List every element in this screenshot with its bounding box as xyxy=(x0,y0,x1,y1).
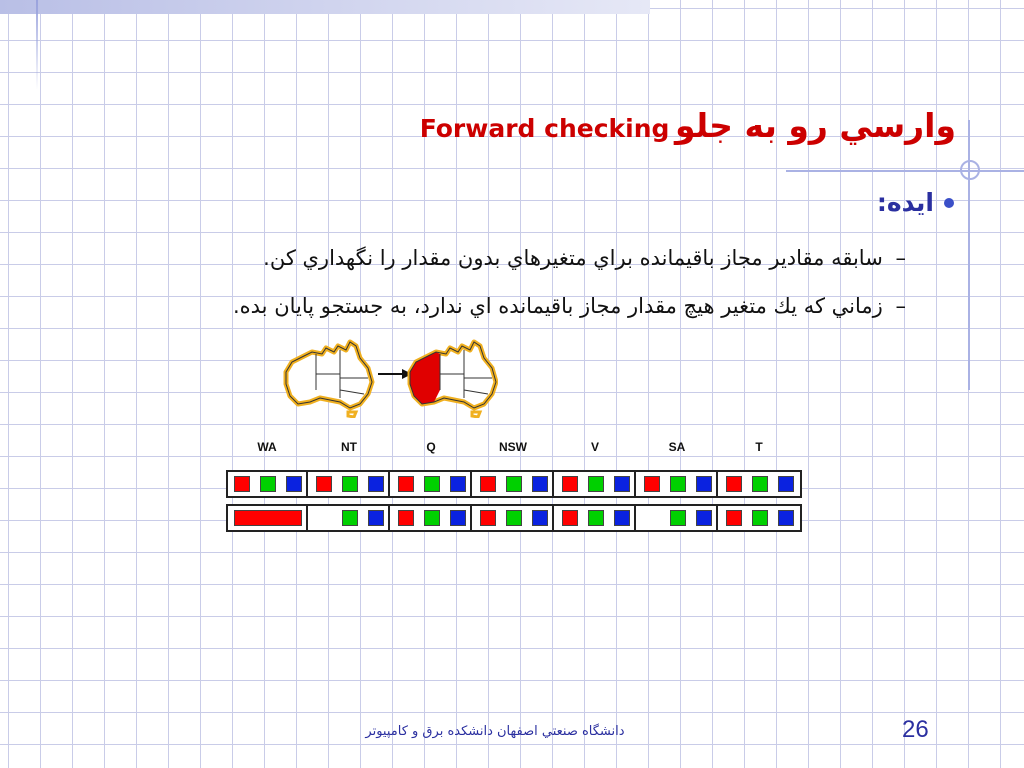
green-value-square xyxy=(424,510,440,526)
arrow-right-icon xyxy=(378,369,412,379)
blue-value-square xyxy=(450,476,466,492)
top-decorative-band xyxy=(0,0,650,14)
red-value-square xyxy=(480,476,496,492)
title-persian: وارسي رو به جلو xyxy=(675,106,956,145)
row2-cell-t xyxy=(720,506,800,530)
red-value-square xyxy=(726,476,742,492)
row1-cell-wa xyxy=(228,472,308,496)
var-label-wa: WA xyxy=(257,440,277,454)
blue-value-square xyxy=(532,476,548,492)
footer-university: دانشگاه صنعتي اصفهان دانشكده برق و كامپيوتر xyxy=(365,724,625,739)
slide-title xyxy=(300,106,956,145)
red-value-square xyxy=(398,510,414,526)
var-label-q: Q xyxy=(426,440,436,454)
blue-value-square xyxy=(778,510,794,526)
green-value-square xyxy=(424,476,440,492)
sub-item-1 xyxy=(66,236,906,280)
domain-row-initial xyxy=(226,470,802,498)
red-value-square xyxy=(398,476,414,492)
blue-value-square xyxy=(614,476,630,492)
bullet-text: ايده: xyxy=(876,188,934,217)
red-value-square xyxy=(316,476,332,492)
green-value-square xyxy=(670,476,686,492)
blue-value-square xyxy=(532,510,548,526)
var-label-nsw: NSW xyxy=(499,440,527,454)
dash-2: – xyxy=(895,294,906,318)
blue-value-square xyxy=(368,476,384,492)
green-value-square xyxy=(342,510,358,526)
dash-1: – xyxy=(895,246,906,270)
green-value-square xyxy=(588,510,604,526)
row2-cell-q xyxy=(392,506,472,530)
green-value-square xyxy=(342,476,358,492)
variable-labels xyxy=(226,440,802,460)
green-value-square xyxy=(260,476,276,492)
green-value-square xyxy=(670,510,686,526)
blue-value-square xyxy=(286,476,302,492)
title-english: Forward checking xyxy=(419,114,670,143)
sub-item-2 xyxy=(86,284,906,328)
red-value-square xyxy=(234,476,250,492)
var-label-v: V xyxy=(590,440,599,454)
title-underline xyxy=(786,170,1024,172)
decorative-circle xyxy=(960,160,980,180)
row1-cell-nt xyxy=(310,472,390,496)
green-value-square xyxy=(752,510,768,526)
green-value-square xyxy=(752,476,768,492)
page-number: 26 xyxy=(902,716,929,743)
blue-value-square xyxy=(778,476,794,492)
green-value-square xyxy=(588,476,604,492)
green-value-square xyxy=(506,476,522,492)
australia-map-wa-assigned-icon xyxy=(410,342,496,417)
var-label-nt: NT xyxy=(341,440,357,454)
blue-value-square xyxy=(696,510,712,526)
row1-cell-t xyxy=(720,472,800,496)
row1-cell-v xyxy=(556,472,636,496)
bullet-item xyxy=(877,188,954,217)
row2-cell-wa xyxy=(228,506,308,530)
var-label-t: T xyxy=(755,440,763,454)
row2-cell-v xyxy=(556,506,636,530)
blue-value-square xyxy=(696,476,712,492)
var-label-sa: SA xyxy=(668,440,686,454)
red-value-square xyxy=(644,476,660,492)
green-value-square xyxy=(506,510,522,526)
assigned-red-value xyxy=(234,510,302,526)
blue-value-square xyxy=(368,510,384,526)
australia-map-icon xyxy=(286,342,372,417)
red-value-square xyxy=(562,476,578,492)
row1-cell-q xyxy=(392,472,472,496)
australia-maps-figure xyxy=(282,338,498,418)
blue-value-square xyxy=(450,510,466,526)
red-value-square xyxy=(480,510,496,526)
row1-cell-sa xyxy=(638,472,718,496)
row2-cell-sa xyxy=(638,506,718,530)
domain-table xyxy=(226,440,802,532)
decorative-vertical-line-left xyxy=(36,0,38,90)
bullet-dot-icon xyxy=(944,198,954,208)
row2-cell-nsw xyxy=(474,506,554,530)
domain-row-after-wa xyxy=(226,504,802,532)
sub-item-2-text: زماني كه يك متغير هيچ مقدار مجاز باقيمانده اي ندارد، به جستجو پايان بده. xyxy=(232,294,883,318)
sub-item-1-text: سابقه مقادير مجاز باقيمانده براي متغيرهاي بدون مقدار را نگهداري كن. xyxy=(263,246,883,270)
row2-cell-nt xyxy=(310,506,390,530)
red-value-square xyxy=(726,510,742,526)
blue-value-square xyxy=(614,510,630,526)
row1-cell-nsw xyxy=(474,472,554,496)
red-value-square xyxy=(562,510,578,526)
